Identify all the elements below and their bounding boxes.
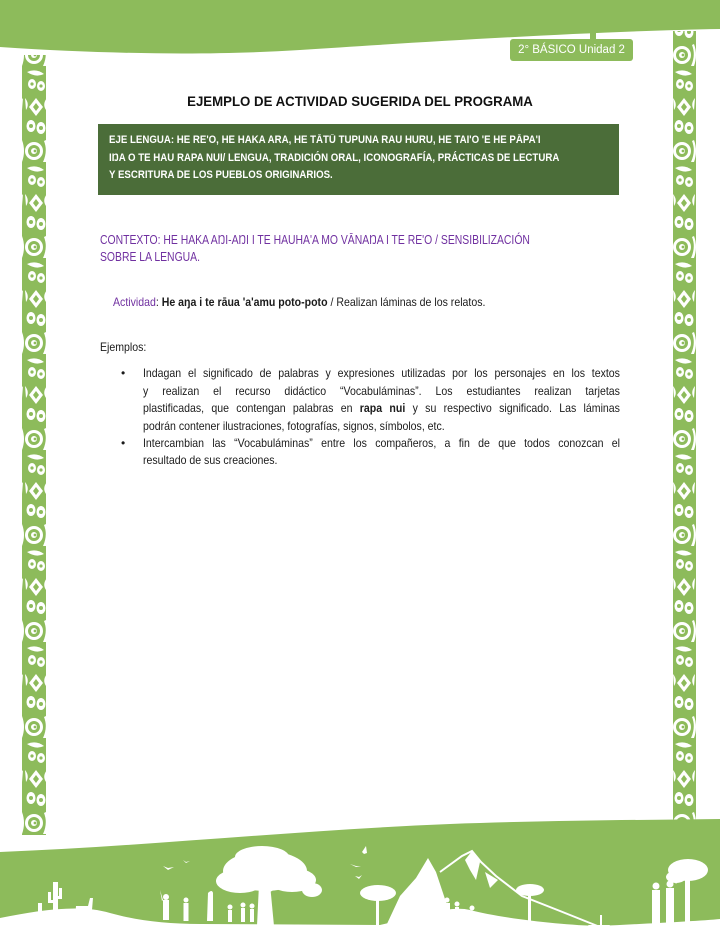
eje-line-1: EJE LENGUA: HE RE'O, HE HAKA ARA, HE TĀTŪ TUPUNA RAU HURU, HE TAI'O 'E HE PĀPA'I <box>109 134 541 146</box>
example-2-line-1: Intercambian las “Vocabuláminas” entre los compañeros, a fin de que todos conozcan el <box>143 436 620 450</box>
right-motif-border <box>673 31 696 821</box>
left-motif-border <box>22 55 46 835</box>
eje-line-2: IŊA O TE HAU RAPA NUI/ LENGUA, TRADICIÓN ORAL, ICONOGRAFÍA, PRÁCTICAS DE LECTURA <box>109 152 560 164</box>
example-1-line-4: podrán contener ilustraciones, fotografías, signos, símbolos, etc. <box>143 418 445 433</box>
example-1-line-2: y realizan el recurso didáctico “Vocabuláminas”. Los estudiantes realizan tarjetas <box>143 383 620 398</box>
bullet-icon: • <box>121 366 126 380</box>
actividad-colon: : <box>155 295 162 309</box>
grade-unit-badge: 2° BÁSICO Unidad 2 <box>510 39 633 61</box>
actividad-title-rapanui: He aŋa i te rāua 'a'amu poto-poto <box>161 295 328 309</box>
actividad-line <box>113 293 485 311</box>
contexto-line-1: CONTEXTO: HE HAKA AŊI-AŊI I TE HAUHA'A MO VĀNAŊA I TE RE'O / SENSIBILIZACIÓN <box>100 232 530 247</box>
example-1-line-3-post: y su respectivo significado. Las láminas <box>405 401 620 415</box>
actividad-separator: / <box>327 295 337 309</box>
ejemplos-heading: Ejemplos: <box>100 340 147 354</box>
example-1-bold-rapa-nui: rapa nui <box>359 401 406 415</box>
example-1-line-1: Indagan el significado de palabras y expresiones utilizadas por los personajes en los textos <box>143 366 620 380</box>
example-1-line-3-pre: plastificadas, que contengan palabras en <box>143 401 360 415</box>
actividad-description: Realizan láminas de los relatos. <box>336 295 486 309</box>
bullet-icon: • <box>121 436 126 450</box>
eje-line-3: Y ESCRITURA DE LOS PUEBLOS ORIGINARIOS. <box>109 169 333 181</box>
contexto-line-2: SOBRE LA LENGUA. <box>100 249 200 264</box>
actividad-label: Actividad <box>113 295 156 309</box>
page-title: EJEMPLO DE ACTIVIDAD SUGERIDA DEL PROGRAMA <box>187 93 533 109</box>
example-1-line-3 <box>143 399 620 417</box>
example-2-line-2: resultado de sus creaciones. <box>143 453 278 467</box>
